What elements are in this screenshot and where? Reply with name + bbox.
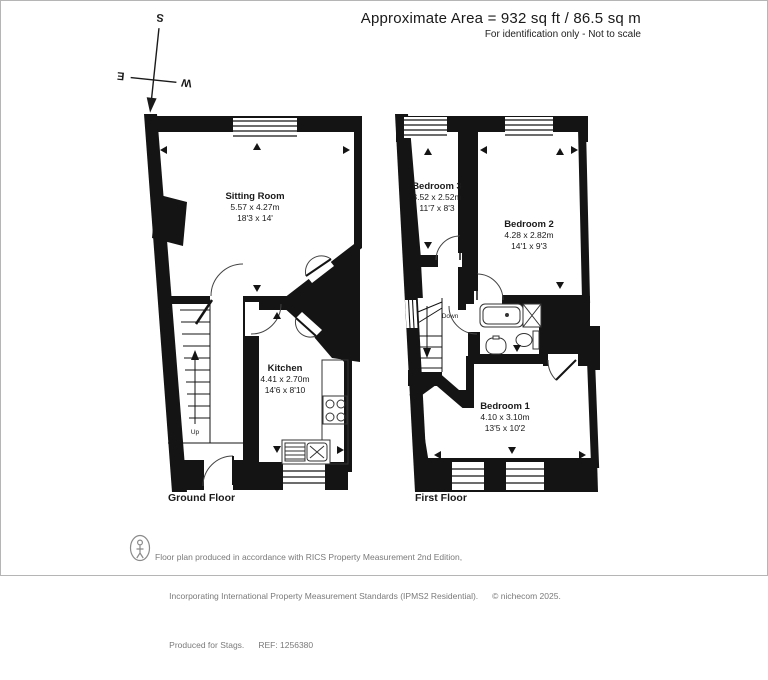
bedroom3-label: Bedroom 3 (412, 181, 462, 192)
kitchen-imperial: 14'6 x 8'10 (264, 385, 306, 395)
footer-line3: Produced for Stags. (169, 639, 245, 650)
first-floor-label: First Floor (415, 492, 467, 504)
bedroom1-window-left (452, 462, 484, 490)
stairs-up-label: Up (190, 429, 200, 436)
bedroom1-window-right (506, 462, 544, 490)
footer-ref: REF: 1256380 (258, 639, 314, 650)
bedroom2-label: Bedroom 2 (504, 219, 554, 230)
shower-icon (523, 304, 541, 327)
kitchen-window (283, 464, 325, 490)
landing-window (405, 300, 418, 328)
sitting-room-label: Sitting Room (225, 191, 285, 202)
sitting-room-imperial: 18'3 x 14' (237, 213, 273, 223)
compass-e: E (116, 69, 126, 82)
stairs-down-label: Down (441, 313, 459, 320)
bedroom3-imperial: 11'7 x 8'3 (419, 203, 455, 213)
bedroom1-imperial: 13'5 x 10'2 (484, 423, 526, 433)
sitting-room-metric: 5.57 x 4.27m (230, 202, 280, 212)
ground-floor-plan (144, 114, 362, 504)
bedroom2-window (505, 117, 553, 138)
basin-icon (486, 336, 506, 354)
kitchen-metric: 4.41 x 2.70m (260, 374, 310, 384)
bedroom1-metric: 4.10 x 3.10m (480, 412, 530, 422)
nichecom-logo-icon (131, 536, 150, 561)
chimney-breast (152, 194, 187, 246)
approximate-area-text: Approximate Area = 932 sq ft / 86.5 sq m (360, 10, 641, 27)
disclaimer-text: For identification only - Not to scale (484, 29, 641, 40)
footer-line2: Incorporating International Property Measurement Standards (IPMS2 Residential). (169, 590, 479, 601)
bedroom2-walls (474, 128, 586, 299)
footer-line1: Floor plan produced in accordance with RICS Property Measurement 2nd Edition, (155, 551, 463, 562)
bedroom3-metric: 3.52 x 2.52m (412, 192, 462, 202)
bedroom2-imperial: 14'1 x 9'3 (511, 241, 547, 251)
sink-unit-icon (282, 440, 330, 464)
kitchen-label: Kitchen (267, 363, 303, 374)
bedroom3-window (404, 117, 447, 138)
compass-w: W (180, 75, 193, 89)
compass-s: S (155, 10, 165, 24)
bedroom2-metric: 4.28 x 2.82m (504, 230, 554, 240)
bathtub-icon (480, 304, 523, 327)
first-floor-plan (395, 114, 600, 504)
bedroom1-label: Bedroom 1 (480, 401, 530, 412)
compass-rose-icon (112, 7, 198, 127)
footer-disclaimer (155, 533, 561, 680)
footer-copyright: © nichecom 2025. (492, 590, 561, 601)
ground-floor-label: Ground Floor (168, 492, 236, 504)
sitting-room-window (233, 118, 297, 138)
